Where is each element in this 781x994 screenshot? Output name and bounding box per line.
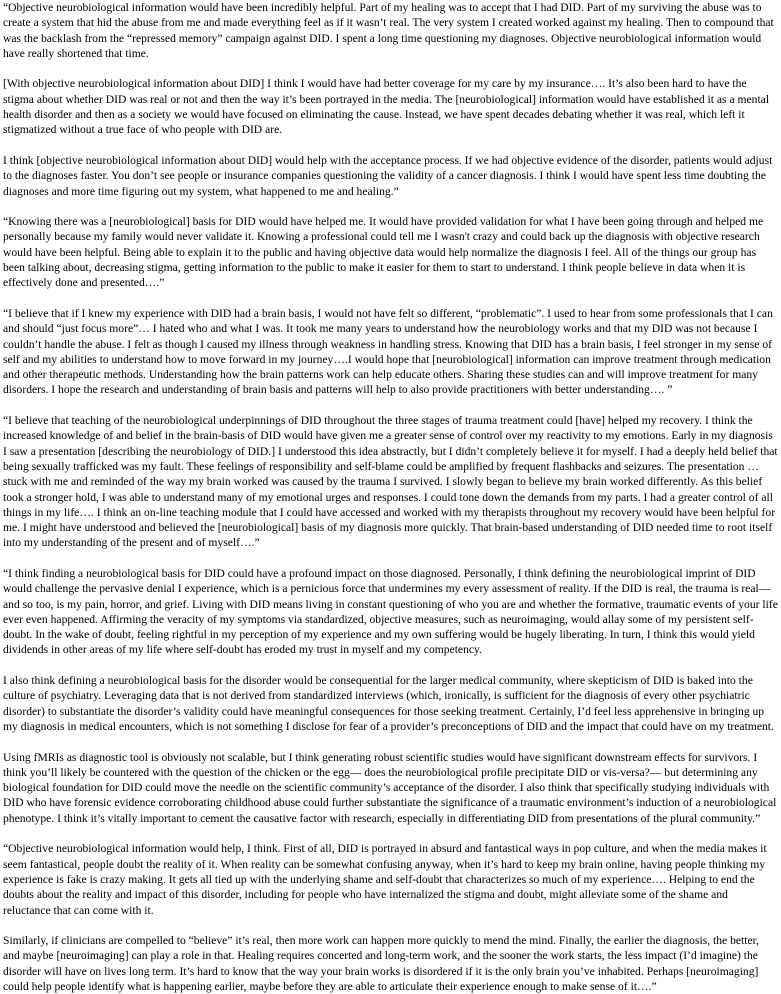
paragraph: Similarly, if clinicians are compelled to “believe” it’s real, then more work can happen more quickly to mend the mind. Finally, the earlier the diagnosis, the better, and maybe [neuroimaging] can play a role in that. Healing requires concerted and long-term work, and the sooner the work starts, the less impact (I’d imagine) the disorder will have on lives long term. It’s hard to know that the way your brain works is disordered if it is the only brain you’ve inhabited. Perhaps [neuroimaging] could help people identify what is happening earlier, maybe before they are able to articulate their experience enough to make sense of it….” — [3, 934, 759, 993]
paragraph: “I think finding a neurobiological basis for DID could have a profound impact on those diagnosed. Personally, I think defining the neurobiological imprint of DID would challenge the pervasive denial I experience, which is a pernicious force that undermines my every assessment of reality. If the DID is real, the trauma is real— and so too, is my pain, horror, and grief. Living with DID means living in constant questioning of who you are and whether the formative, traumatic events of your life ever even happened. Affirming the veracity of my symptoms via standardized, objective measures, such as neuroimaging, would allay some of my persistent self-doubt. In the wake of doubt, feeling rightful in my perception of my experience and my own suffering would be hugely liberating. In turn, I think this would yield dividends in other areas of my life where self-doubt has eroded my trust in myself and my competency. — [3, 566, 778, 657]
paragraph: “I believe that teaching of the neurobiological underpinnings of DID throughout the three stages of trauma treatment could [have] helped my recovery. I think the increased knowledge of and belief in the brain-basis of DID would have given me a greater sense of control over my reactivity to my emotions. Early in my diagnosis I saw a presentation [describing the neurobiology of DID.] I understood this idea abstractly, but I didn’t completely believe it for myself. I had a deeply held belief that being sexually trafficked was my fault. These feelings of responsibility and self-blame could be amplified by frequent flashbacks and seizures. The presentation … stuck with me and reminded of the way my brain worked was caused by the trauma I survived. I slowly began to believe my brain worked differently. As this belief took a stronger hold, I was able to understand many of my emotional urges and responses. I could tone down the demands from my parts. I had a greater control of all things in my life…. I think an on-line teaching module that I could have accessed and worked with my therapists throughout my recovery would have been helpful for me. I might have understood and believed the [neurobiological] basis of my diagnosis more quickly. That brain-based understanding of DID needed time to root itself into my understanding of the present and of myself….” — [3, 414, 778, 550]
paragraph: Using fMRIs as diagnostic tool is obviously not scalable, but I think generating robust scientific studies would have significant downstream effects for survivors. I think you’ll likely be countered with the question of the chicken or the egg— does the neurobiological profile precipitate DID or vis-versa?— but determining any biological foundation for DID could move the needle on the scientific community’s acceptance of the disorder. I also think that specifically studying individuals with DID who have forensic evidence corroborating childhood abuse could further substantiate the significance of a traumatic environment’s induction of a neurobiological phenotype. I think it’s vitally important to cement the causative factor with research, especially in differentiating DID from presentations of the plural community.” — [3, 750, 777, 825]
paragraph: “Objective neurobiological information would help, I think. First of all, DID is portrayed in absurd and fantastical ways in pop culture, and when the media makes it seem fantastical, people doubt the reality of it. When reality can be somewhat confusing anyway, when it’s hard to keep my brain online, having people thinking my experience is fake is crazy making. It gets all tied up with the underlying shame and self-doubt that characterizes so much of my experience…. Helping to end the doubts about the reality and impact of this disorder, including for people who have internalized the stigma and doubt, might alleviate some of the shame and reluctance that can come with it. — [3, 842, 767, 917]
paragraph: I think [objective neurobiological information about DID] would help with the acceptance process. If we had objective evidence of the disorder, patients would adjust to the diagnoses faster. You don’t see people or insurance companies questioning the validity of a cancer diagnosis. I think I would have spent less time doubting the diagnoses and more time figuring out my system, what happened to me and healing.” — [3, 153, 773, 198]
paragraph: “Knowing there was a [neurobiological] basis for DID would have helped me. It would have provided validation for what I have been going through and helped me personally because my family would never validate it. Knowing a professional could tell me I wasn't crazy and could back up the diagnosis with objective research would have been helpful. Being able to explain it to the public and having objective data would help normalize the diagnosis I feel. All of the things our group has been talking about, decreasing stigma, getting information to the public to make it easier for them to start to understand. I think people believe in data when it is effectively done and presented….” — [3, 215, 764, 290]
paragraph: [With objective neurobiological information about DID] I think I would have had better coverage for my care by my insurance…. It’s also been hard to have the stigma about whether DID was real or not and then the way it’s been portrayed in the media. The [neurobiological] information would have established it as a mental health disorder and then as a society we would have focused on eliminating the cause. Instead, we have spent decades debating whether it was real, which left it stigmatized without a true face of who people with DID are. — [3, 77, 770, 137]
paragraph: “Objective neurobiological information would have been incredibly helpful. Part of my healing was to accept that I had DID. Part of my surviving the abuse was to create a system that hid the abuse from me and made everything feel as if it wasn’t real. The very system I created worked against my healing. Then to compound that was the backlash from the “repressed memory” campaign against DID. I spent a long time questioning my diagnoses. Objective neurobiological information would have really shortened that time. — [3, 1, 774, 60]
paragraph: “I believe that if I knew my experience with DID had a brain basis, I would not have felt so different, “problematic”. I used to hear from some professionals that I can and should “just focus more”… I hated who and what I was. It took me many years to understand how the neurobiology works and that my DID was not because I couldn’t handle the abuse. I felt as though I caused my illness through weakness in handling stress. Knowing that DID has a brain basis, I feel stronger in my sense of self and my abilities to understand how to move forward in my journey….I would hope that [neurobiological] information can improve treatment through medication and other therapeutic methods. Understanding how the brain patterns work can help educate others. Sharing these studies can and will improve treatment for many disorders. I hope the research and understanding of brain basis and patterns will help to also provide practitioners with better understanding…. ” — [3, 306, 773, 397]
paragraph: I also think defining a neurobiological basis for the disorder would be consequential for the larger medical community, where skepticism of DID is baked into the culture of psychiatry. Leveraging data that is not derived from standardized interviews (which, ironically, is sufficient for the diagnosis of every other psychiatric disorder) to substantiate the disorder’s validity could have meaningful consequences for those seeking treatment. Certainly, I’d feel less apprehensive in bringing up my diagnosis in medical encounters, which is not something I disclose for fear of a provider’s preconceptions of DID and the impact that could have on my treatment. — [3, 674, 774, 733]
